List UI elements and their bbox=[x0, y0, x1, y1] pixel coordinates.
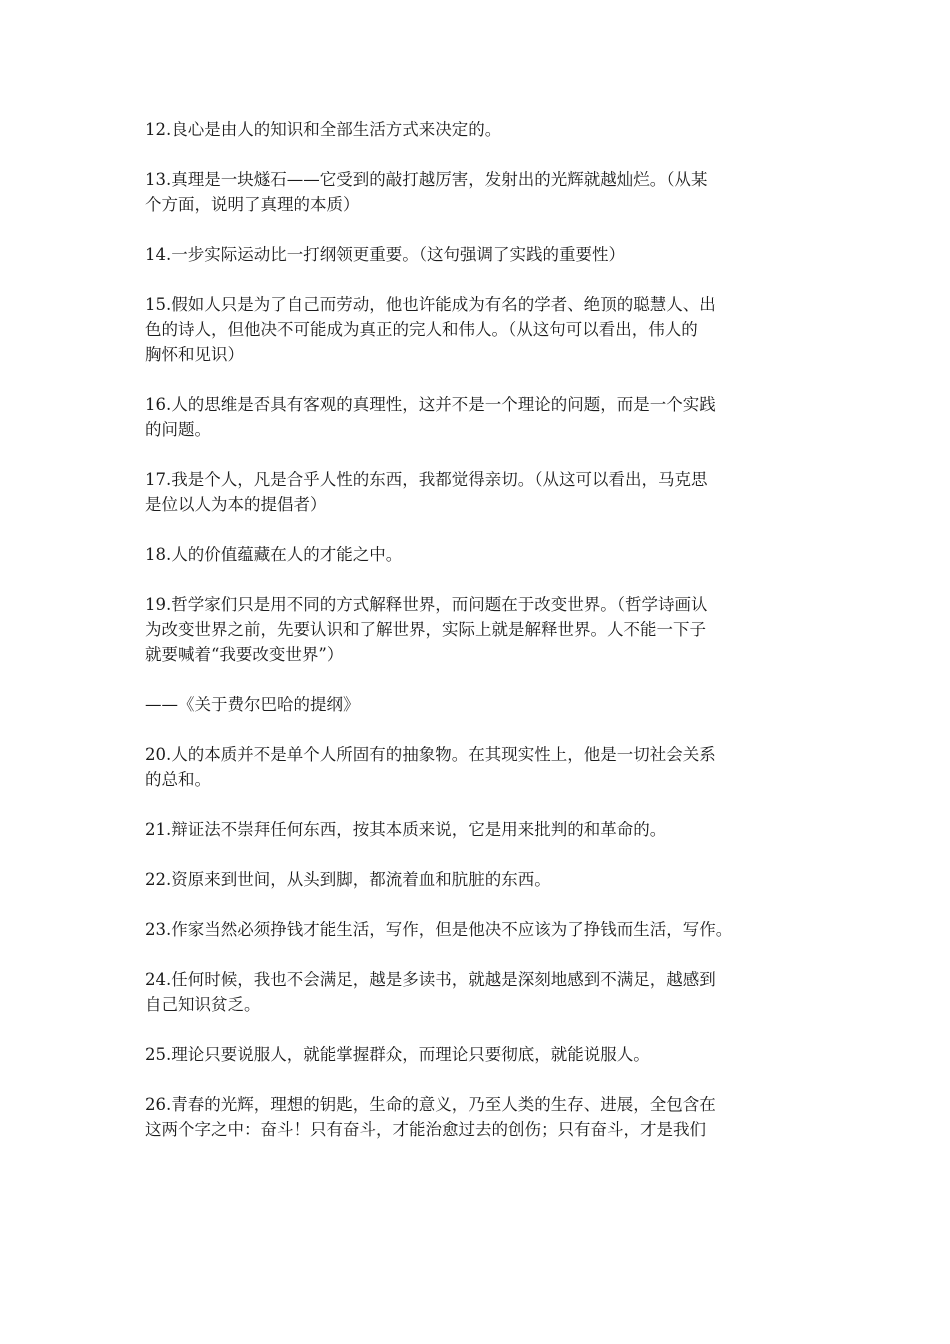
quote-paragraph-17: 17.我是个人，凡是合乎人性的东西，我都觉得亲切。（从这可以看出，马克思 是位以人为本的提倡者） bbox=[145, 470, 708, 514]
quote-paragraph-23: 23.作家当然必须挣钱才能生活，写作，但是他决不应该为了挣钱而生活，写作。 bbox=[145, 920, 733, 939]
source-citation: ——《关于费尔巴哈的提纲》 bbox=[145, 695, 360, 714]
quote-paragraph-20: 20.人的本质并不是单个人所固有的抽象物。在其现实性上，他是一切社会关系 的总和。 bbox=[145, 745, 716, 789]
quote-paragraph-15: 15.假如人只是为了自己而劳动，他也许能成为有名的学者、绝顶的聪慧人、出 色的诗人，但他决不可能成为真正的完人和伟人。（从这句可以看出，伟人的 胸怀和见识） bbox=[145, 295, 716, 364]
quote-paragraph-26: 26.青春的光辉，理想的钥匙，生命的意义，乃至人类的生存、进展，全包含在 这两个字之中：奋斗！只有奋斗，才能治愈过去的创伤；只有奋斗，才是我们 bbox=[145, 1095, 716, 1139]
quote-paragraph-12: 12.良心是由人的知识和全部生活方式来决定的。 bbox=[145, 120, 502, 139]
quote-paragraph-14: 14.一步实际运动比一打纲领更重要。（这句强调了实践的重要性） bbox=[145, 245, 625, 264]
quote-paragraph-18: 18.人的价值蕴藏在人的才能之中。 bbox=[145, 545, 403, 564]
quote-paragraph-22: 22.资原来到世间，从头到脚，都流着血和肮脏的东西。 bbox=[145, 870, 551, 889]
quote-paragraph-13: 13.真理是一块燧石——它受到的敲打越厉害，发射出的光辉就越灿烂。（从某 个方面，说明了真理的本质） bbox=[145, 170, 708, 214]
quote-paragraph-21: 21.辩证法不崇拜任何东西，按其本质来说，它是用来批判的和革命的。 bbox=[145, 820, 667, 839]
quote-paragraph-24: 24.任何时候，我也不会满足，越是多读书，就越是深刻地感到不满足，越感到 自己知识贫乏。 bbox=[145, 970, 716, 1014]
quote-paragraph-19: 19.哲学家们只是用不同的方式解释世界，而问题在于改变世界。（哲学诗画认 为改变世界之前，先要认识和了解世界，实际上就是解释世界。人不能一下子 就要喊着“我要改变世界”） bbox=[145, 595, 708, 664]
quote-paragraph-25: 25.理论只要说服人，就能掌握群众，而理论只要彻底，就能说服人。 bbox=[145, 1045, 650, 1064]
quote-paragraph-16: 16.人的思维是否具有客观的真理性，这并不是一个理论的问题，而是一个实践 的问题。 bbox=[145, 395, 716, 439]
document-page bbox=[145, 117, 825, 1167]
